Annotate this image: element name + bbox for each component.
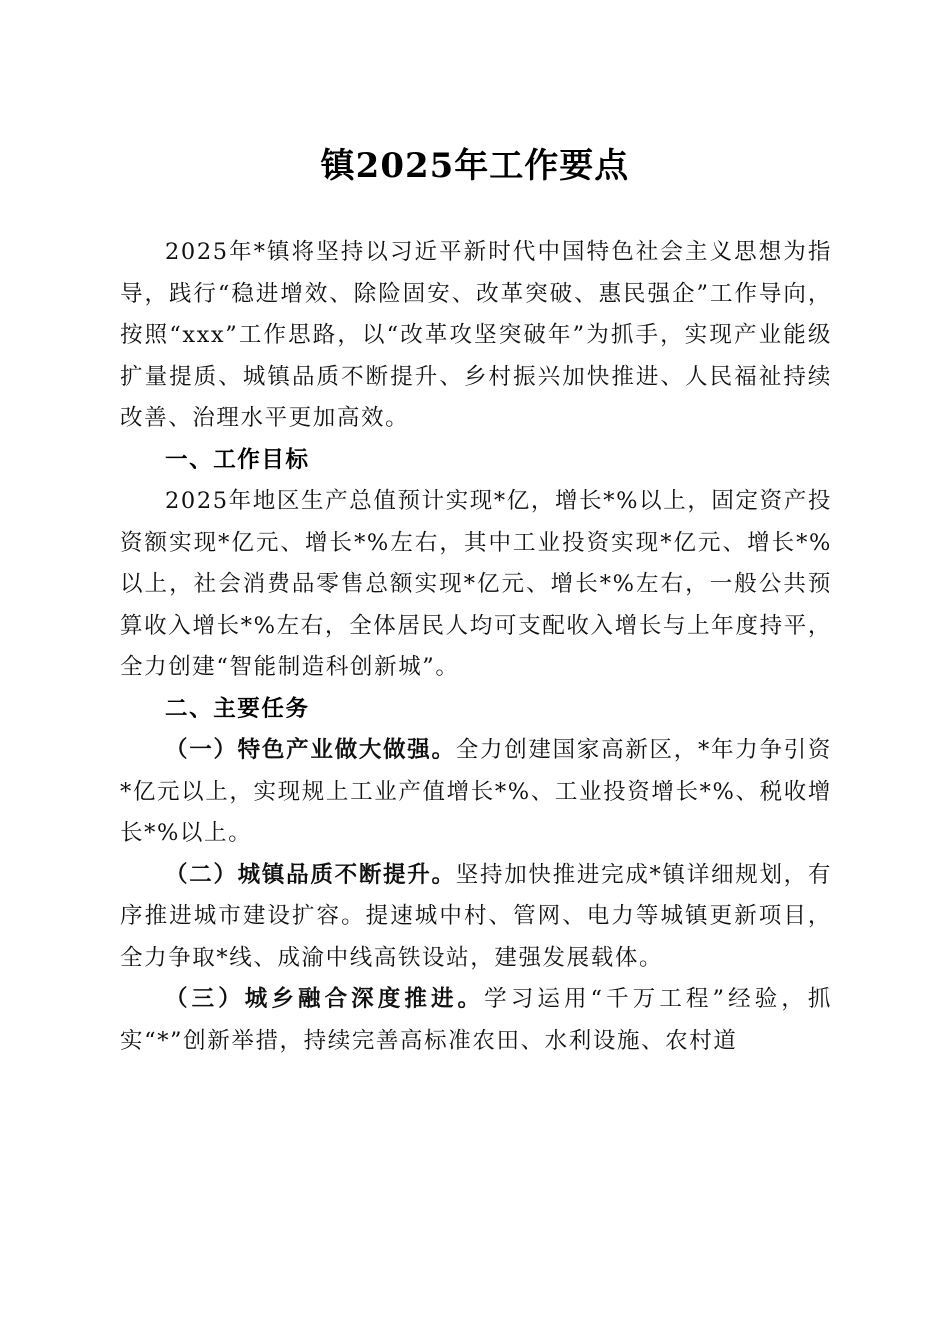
task-item-3-text: 学习运用“千万工程”经验，抓实“*”创新举措，持续完善高标准农田、水利设施、农村道: [120, 986, 833, 1054]
task-item-2: [120, 855, 832, 980]
task-item-1: [120, 730, 832, 855]
task-item-1-lead: （一）特色产业做大做强。: [165, 737, 456, 763]
section-heading-goals: 一、工作目标: [165, 446, 310, 473]
task-item-2-lead: （二）城镇品质不断提升。: [165, 861, 456, 888]
document-body: [120, 232, 832, 1062]
task-item-3-lead: （三）城乡融合深度推进。: [165, 986, 485, 1012]
task-item-2-text: 坚持加快推进完成*镇详细规划，有序推进城市建设扩容。提速城中村、管网、电力等城镇更新项目，全力争取*线、成渝中线高铁设站，建强发展载体。: [120, 861, 832, 971]
section-heading-tasks: 二、主要任务: [165, 695, 310, 722]
task-item-3: [120, 979, 832, 1062]
goals-paragraph: 2025年地区生产总值预计实现*亿，增长*%以上，固定资产投资额实现*亿元、增长*%左右，其中工业投资实现*亿元、增长*%以上，社会消费品零售总额实现*亿元、增长*%左右，一般公共预算收入增长*%左右，全体居民人均可支配收入增长与上年度持平，全力创建“智能制造科创新城”。: [120, 488, 832, 680]
intro-paragraph: 2025年*镇将坚持以习近平新时代中国特色社会主义思想为指导，践行“稳进增效、除险固安、改革突破、惠民强企”工作导向，按照“xxx”工作思路，以“改革攻坚突破年”为抓手，实现产业能级扩量提质、城镇品质不断提升、乡村振兴加快推进、人民福祉持续改善、治理水平更加高效。: [120, 239, 832, 431]
document-title: 镇2025年工作要点: [320, 146, 630, 186]
task-item-1-text: 全力创建国家高新区，*年力争引资*亿元以上，实现规上工业产值增长*%、工业投资增长*%、税收增长*%以上。: [120, 737, 832, 846]
